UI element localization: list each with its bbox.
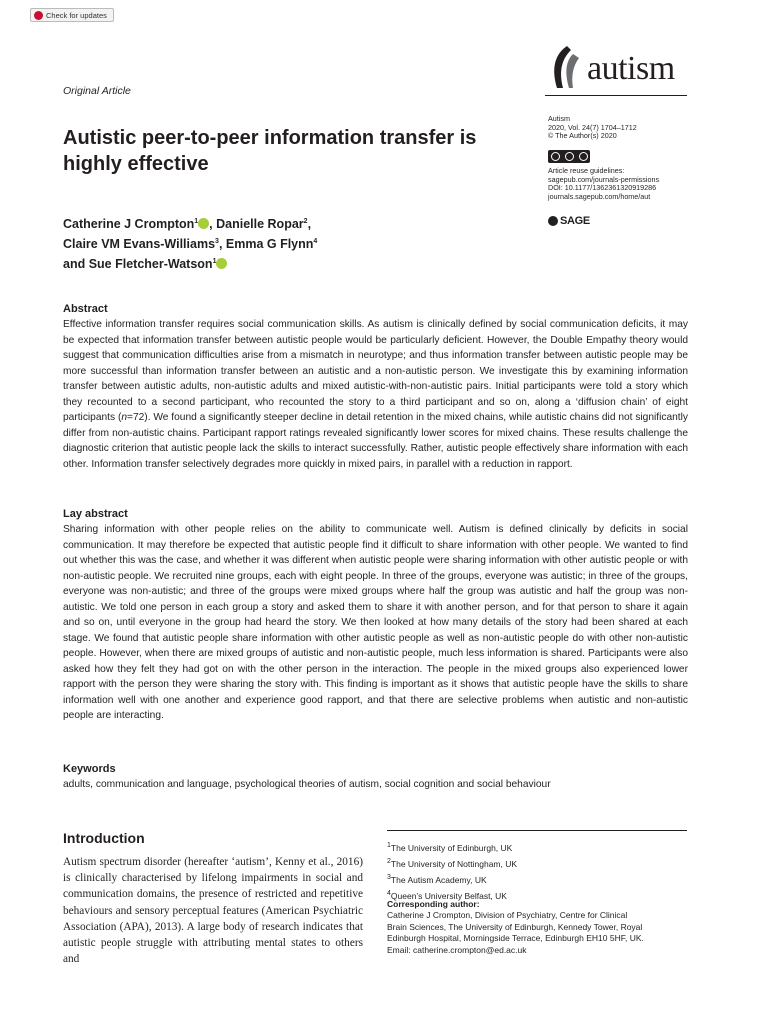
author-name: Emma G Flynn [225,237,314,252]
author-affiliation-mark: 4 [313,238,318,246]
affiliation-item: $^2$The University of Nottingham, UK [387,858,518,869]
abstract-text [63,317,688,472]
article-type: Original Article [63,85,131,97]
abstract-n-variable: n [121,412,128,423]
corresponding-line: Brain Sciences, The University of Edinburgh, Kennedy Tower, Royal [387,921,643,932]
keywords-text: adults, communication and language, psychological theories of autism, social cognition and social behaviour [63,779,551,790]
corresponding-email[interactable]: Email: catherine.crompton@ed.ac.uk [387,944,527,955]
journal-name: Autism [548,114,570,123]
orcid-icon[interactable] [216,258,227,269]
reuse-link[interactable]: sagepub.com/journals-permissions [548,174,660,184]
journal-logo-text: autism [587,50,675,87]
affiliation-item: $^1$The University of Edinburgh, UK [387,842,513,853]
corresponding-author-details [387,910,687,956]
journal-copyright: © The Author(s) 2020 [548,131,617,141]
journal-logo [545,44,687,92]
check-for-updates-label: Check for updates [46,10,107,20]
journal-home-link[interactable]: journals.sagepub.com/home/aut [548,191,651,201]
sage-logo-icon [548,216,558,226]
abstract-heading: Abstract [63,303,108,315]
affiliation-item: $^4$Queen’s University Belfast, UK [387,890,507,901]
journal-links [548,167,698,201]
corresponding-line: Catherine J Crompton, Division of Psychiatry, Centre for Clinical [387,910,628,920]
reuse-label: Article reuse guidelines: [548,166,625,175]
author-affiliation-mark: 1 [212,258,217,266]
publisher-name: SAGE [560,215,590,227]
introduction-heading: Introduction [63,830,145,846]
header-rule [545,95,687,96]
creative-commons-icon [548,150,590,163]
journal-info [548,115,698,141]
journal-volume: 2020, Vol. 24(7) 1704–1712 [548,122,637,132]
lay-abstract-text: Sharing information with other people relies on the ability to communicate well. Autism is defined clinically by deficits in social communication. It may therefore be expected that autistic people find it difficult to share information with other people. We wanted to find out whether this was the case, and whether it was different when autistic people were sharing information with other autistic people or with non-autistic people. We recruited nine groups, each with eight people. In three of the groups, everyone was autistic; in three of the groups, everyone was non-autistic; and three of the groups were mixed groups where half the group was autistic and half the group was non-autistic. We told one person in each group a story and asked them to share it with another person, and for that person to share it again and so on, until everyone in the group had heard the story. We then looked at how many details of the story had been shared at each stage. We found that autistic people share information with other autistic people as well as non-autistic people do with other non-autistic people. However, when there are mixed groups of autistic and non-autistic people, much less information is shared. Participants were also asked how they felt they had got on with the other person in the interaction. The people in the mixed groups also experienced lower rapport with the person they were sharing the story with. This finding is important as it shows that autistic people have the skills to share information well with one another and experience good rapport, and that there are selective problems when autistic and non-autistic people are interacting. [63,524,688,721]
affiliation-item: $^3$The Autism Academy, UK [387,874,487,885]
footnote-rule [387,830,687,831]
doi-link[interactable]: DOI: 10.1177/1362361320919286 [548,183,657,193]
author-name: Danielle Ropar [216,217,304,232]
article-title: Autistic peer-to-peer information transfer is highly effective [63,127,477,175]
corresponding-line: Edinburgh Hospital, Morningside Terrace, Edinburgh EH10 5HF, UK. [387,933,644,943]
author-affiliation-mark: 3 [215,238,219,246]
check-for-updates-button[interactable] [30,8,114,22]
abstract-text-part: Effective information transfer requires social communication skills. As autism is clinically defined by social communication deficits, it may be expected that information transfer between autistic people would be particularly deficient. However, the Double Empathy theory would suggest that communication difficulties arise from a mismatch in neurotype; and thus information transfer between autistic people may be more successful than information transfer between an autistic and a non-autistic person. We investigate this by examining information transfer between autistic adults, non-autistic adults and mixed autistic-with-non-autistic pairs. Initial participants were told a story which they recounted to a second participant, who recounted the story to a third participant and so on, along a ‘diffusion chain’ of eight participants ( [63,319,688,423]
publisher-logo [548,215,590,227]
lay-abstract-heading: Lay abstract [63,508,128,520]
author-affiliation-mark: 2 [303,218,308,225]
abstract-text-part: =72). We found a significantly steeper decline in detail retention in the mixed chains, while autistic chains did not significantly differ from non-autistic chains. Participant rapport ratings revealed significantly lower scores for mixed chains. These results challenge the diagnostic criterion that autistic people lack the skills to interact successfully. Rather, autistic people effectively share information with each other. Information transfer selectively degrades more quickly in mixed pairs, in parallel with a reduction in rapport. [63,412,688,470]
introduction-text: Autism spectrum disorder (hereafter ‘autism’, Kenny et al., 2016) is clinically characterised by lifelong impairments in social and communication domains, the presence of restricted and repetitive behaviours and sensory perceptual features (American Psychiatric Association (APA), 2013). A large body of research indicates that autistic people struggle with attributing mental states to others and [63,856,363,966]
corresponding-author-heading: Corresponding author: [387,899,480,909]
affiliation-list [387,839,687,903]
journal-logo-mark-icon [545,44,585,90]
keywords-heading: Keywords [63,763,116,775]
author-name: Sue Fletcher-Watson [88,257,213,272]
author-list: Catherine J Crompton$^1$ , Danielle Ropar$^2$, Claire VM Evans-Williams$^3$, Emma G Flynn$^4$ and Sue Fletcher-Watson$^1$ [63,217,318,272]
update-icon [34,11,43,20]
author-name: Catherine J Crompton [63,217,195,232]
author-affiliation-mark: 1 [194,218,199,225]
orcid-icon[interactable] [198,218,209,229]
author-name: Claire VM Evans-Williams [63,237,216,252]
